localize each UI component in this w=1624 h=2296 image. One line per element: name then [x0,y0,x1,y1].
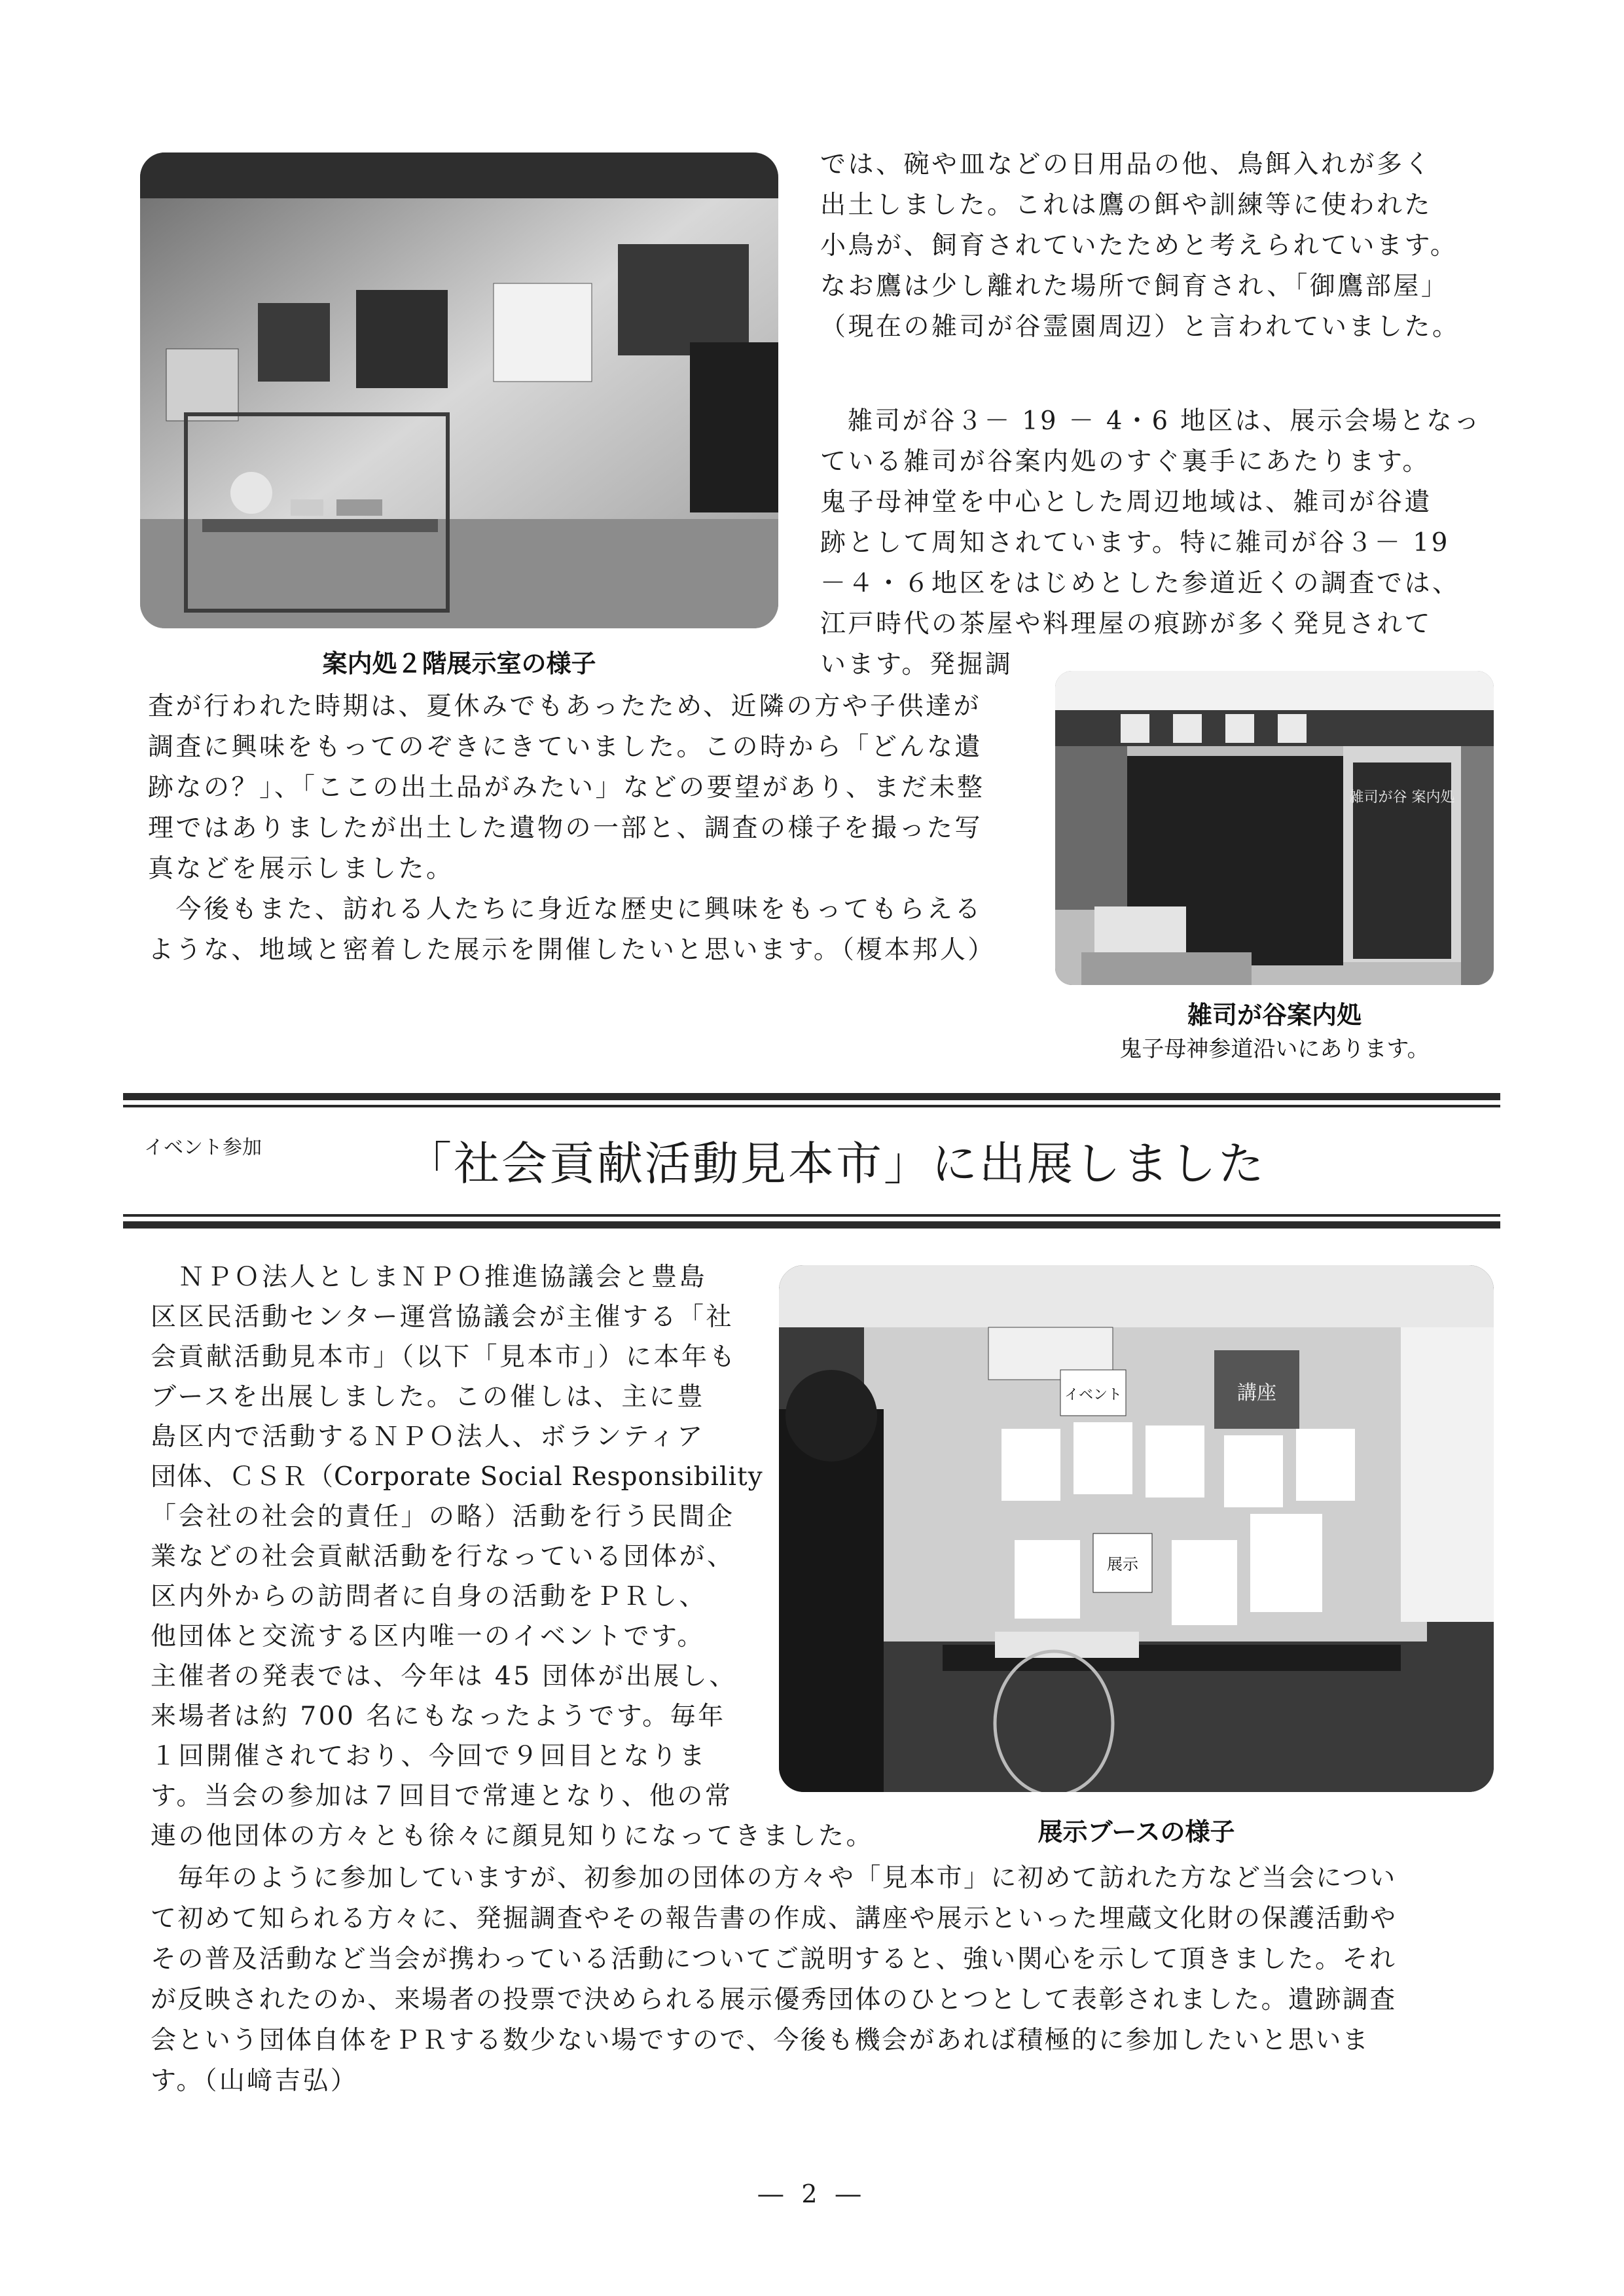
text-line: ている雑司が谷案内処のすぐ裏手にあたります。 [820,447,1430,476]
header-rule-bottom-thin [123,1214,1500,1217]
text-line: 区区民活動センター運営協議会が主催する「社 [151,1302,734,1332]
text-line: 会という団体自体をＰＲする数少ない場ですので、今後も機会があれば積極的に参加したいと思いま [151,2026,1370,2055]
text-line: １回開催されており、今回で９回目となりま [151,1742,708,1771]
header-rule-top-thin [123,1105,1500,1107]
text-line: す。当会の参加は７回目で常連となり、他の常 [151,1782,733,1811]
text-line: す。（山﨑吉弘） [151,2066,359,2096]
text-line: 鬼子母神堂を中心とした周辺地域は、雑司が谷遺 [820,488,1433,517]
page-number: ― 2 ― [758,2179,866,2208]
text-line: ような、地域と密着した展示を開催したいと思います。（榎本邦人） [148,935,996,965]
text-line: います。発掘調 [820,650,1013,679]
text-line: ＮＰＯ法人としまＮＰＯ推進協議会と豊島 [151,1263,708,1292]
text-line: 「会社の社会的責任」の略）活動を行う民間企 [151,1502,735,1532]
booth-caption: 展示ブースの様子 [1038,1818,1235,1846]
text-line: その普及活動など当会が携わっている活動についてご説明すると、強い関心を示して頂きました。それ [151,1945,1397,1974]
text-line: 来場者は約 700 名にもなったようです。毎年 [151,1702,726,1731]
text-line: 雑司が谷３－ 19 － 4・6 地区は、展示会場となっ [820,406,1481,436]
text-line: 業などの社会貢献活動を行なっている団体が、 [151,1542,735,1571]
booth-sign-exhibit: 展示 [1107,1555,1138,1573]
exhibit-room-photo [140,152,778,628]
header-rule-top [123,1093,1500,1100]
text-line: －４・６地区をはじめとした参道近くの調査では、 [820,569,1460,598]
booth-photo [779,1265,1494,1792]
guide-house-caption: 雑司が谷案内処 鬼子母神参道沿いにあります。 [1119,1001,1430,1062]
booth-sign-course: 講座 [1237,1382,1276,1405]
text-line: 今後もまた、訪れる人たちに身近な歴史に興味をもってもらえる [148,895,983,924]
text-line: 島区内で活動するＮＰＯ法人、ボランティア [151,1422,705,1452]
section-title: 「社会貢献活動見本市」に出展しました [406,1137,1266,1191]
text-line: 跡として周知されています。特に雑司が谷３－ 19 [820,528,1450,558]
text-line: 出土しました。これは鷹の餌や訓練等に使われた [820,190,1433,220]
header-rule-bottom [123,1221,1500,1229]
text-line: が反映されたのか、来場者の投票で決められる展示優秀団体のひとつとして表彰されました。遺跡調査 [151,1985,1397,2015]
text-line: ブースを出展しました。この催しは、主に豊 [151,1382,705,1412]
text-line: 区内外からの訪問者に自身の活動をＰＲし、 [151,1582,708,1611]
text-line: 理ではありましたが出土した遺物の一部と、調査の様子を撮った写 [148,814,983,843]
text-line: 真などを展示しました。 [148,854,454,884]
text-line: 毎年のように参加していますが、初参加の団体の方々や「見本市」に初めて訪れた方など当会につい [151,1863,1397,1893]
text-line: （現在の雑司が谷霊園周辺）と言われていました。 [820,312,1460,342]
text-line: なお鷹は少し離れた場所で飼育され、「御鷹部屋」 [820,272,1449,301]
section-tag: イベント参加 [144,1136,262,1159]
text-line: では、碗や皿などの日用品の他、鳥餌入れが多く [820,150,1433,179]
guide-house-sign: 雑司が谷 案内処 [1349,789,1455,806]
text-line: 他団体と交流する区内唯一のイベントです。 [151,1622,705,1651]
text-line: 跡なの？」、「ここの出土品がみたい」などの要望があり、まだ未整 [148,773,985,802]
text-line: 査が行われた時期は、夏休みでもあったため、近隣の方や子供達が [148,692,982,721]
guide-house-photo [1055,671,1494,985]
booth-sign-event: イベント [1064,1387,1123,1403]
text-line: 小鳥が、飼育されていたためと考えられています。 [820,231,1458,260]
text-line: て初めて知られる方々に、発掘調査やその報告書の作成、講座や展示といった埋蔵文化財の保護活動や [151,1904,1398,1933]
text-line: 会貢献活動見本市」（以下「見本市」）に本年も [151,1342,738,1372]
text-line: 主催者の発表では、今年は 45 団体が出展し、 [151,1662,737,1691]
exhibit-room-caption: 案内処２階展示室の様子 [322,649,596,678]
text-line: 団体、ＣＳＲ（Corporate Social Responsibility [151,1462,763,1492]
text-line: 調査に興味をもってのぞきにきていました。この時から「どんな遺 [148,732,983,762]
text-line: 連の他団体の方々とも徐々に顔見知りになってきました。 [151,1821,875,1851]
text-line: 江戸時代の茶屋や料理屋の痕跡が多く発見されて [820,609,1433,639]
